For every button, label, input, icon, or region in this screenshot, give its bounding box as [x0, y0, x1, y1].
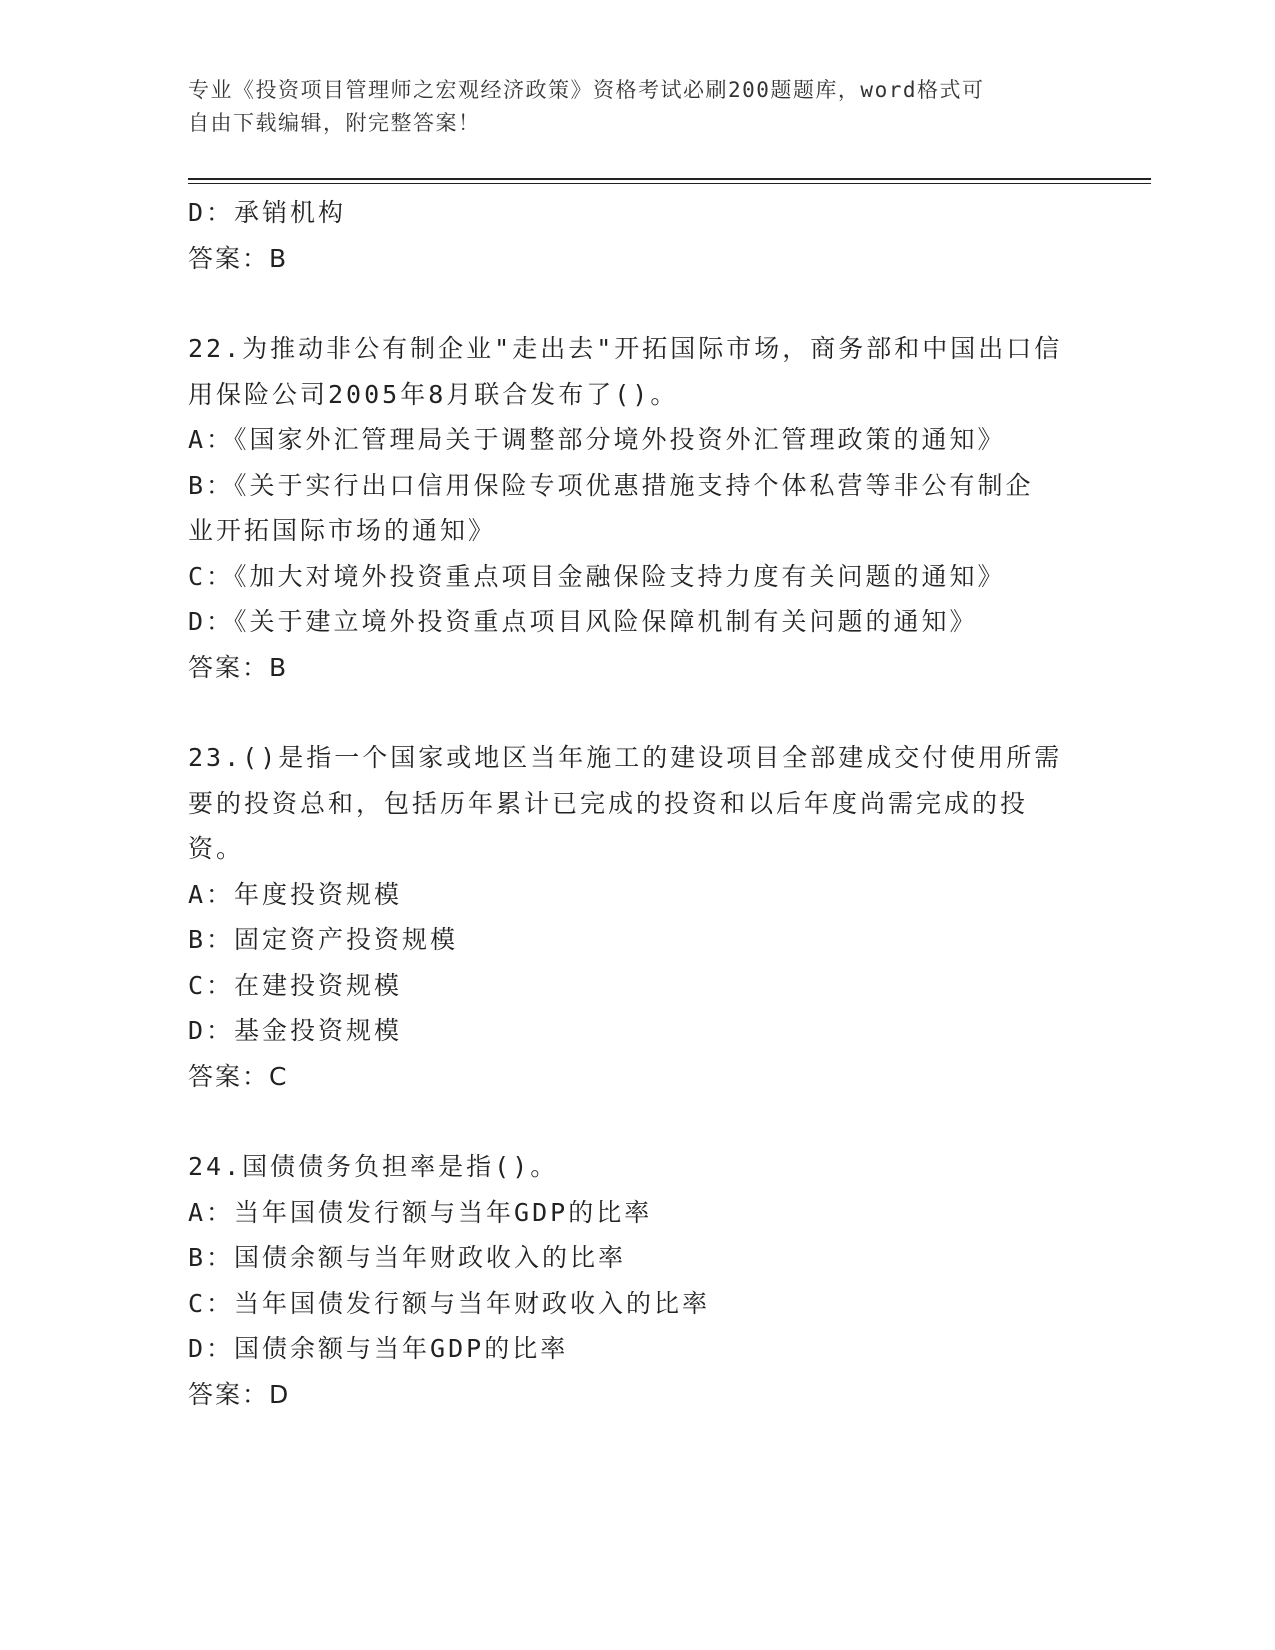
question-stem-line: 用保险公司2005年8月联合发布了()。: [188, 379, 679, 409]
prev-option-d: D：承销机构: [188, 198, 347, 227]
spacer: [188, 1099, 1088, 1144]
header-divider-thin: [188, 183, 1151, 184]
option-a: A：当年国债发行额与当年GDP的比率: [188, 1197, 653, 1227]
question-list: [188, 190, 1088, 1417]
option-c: C：在建投资规模: [188, 970, 403, 1000]
option-a: A：年度投资规模: [188, 879, 403, 909]
option-c: C：当年国债发行额与当年财政收入的比率: [188, 1288, 711, 1318]
header-divider-thick: [188, 178, 1151, 180]
question-23: [188, 735, 1088, 1099]
question-stem-line: 资。: [188, 834, 245, 863]
prev-answer: 答案：B: [188, 243, 289, 273]
option-b: B：《关于实行出口信用保险专项优惠措施支持个体私营等非公有制企: [188, 470, 1034, 500]
option-b-continued: 业开拓国际市场的通知》: [188, 516, 497, 545]
option-d: D：国债余额与当年GDP的比率: [188, 1334, 569, 1363]
spacer: [188, 281, 1088, 326]
option-b: B：国债余额与当年财政收入的比率: [188, 1243, 627, 1272]
question-stem-line: 24.国债债务负担率是指()。: [188, 1152, 559, 1181]
question-22: [188, 326, 1088, 690]
header-line-1: 专业《投资项目管理师之宏观经济政策》资格考试必刷200题题库，word格式可: [188, 78, 985, 102]
option-a: A：《国家外汇管理局关于调整部分境外投资外汇管理政策的通知》: [188, 425, 1006, 454]
header-line-2: 自由下载编辑，附完整答案！: [188, 111, 481, 135]
answer: 答案：C: [188, 1061, 289, 1091]
question-stem-line: 23.()是指一个国家或地区当年施工的建设项目全部建成交付使用所需: [188, 743, 1063, 772]
option-b: B：固定资产投资规模: [188, 925, 459, 954]
answer: 答案：B: [188, 652, 289, 682]
answer: 答案：D: [188, 1379, 291, 1409]
question-stem-line: 22.为推动非公有制企业"走出去"开拓国际市场，商务部和中国出口信: [188, 334, 1063, 363]
spacer: [188, 690, 1088, 735]
option-d: D：基金投资规模: [188, 1016, 403, 1045]
question-stem-line: 要的投资总和，包括历年累计已完成的投资和以后年度尚需完成的投: [188, 788, 1029, 818]
question-24: [188, 1144, 1088, 1417]
option-c: C：《加大对境外投资重点项目金融保险支持力度有关问题的通知》: [188, 561, 1006, 591]
document-header: [188, 74, 1088, 140]
option-d: D：《关于建立境外投资重点项目风险保障机制有关问题的通知》: [188, 607, 978, 636]
